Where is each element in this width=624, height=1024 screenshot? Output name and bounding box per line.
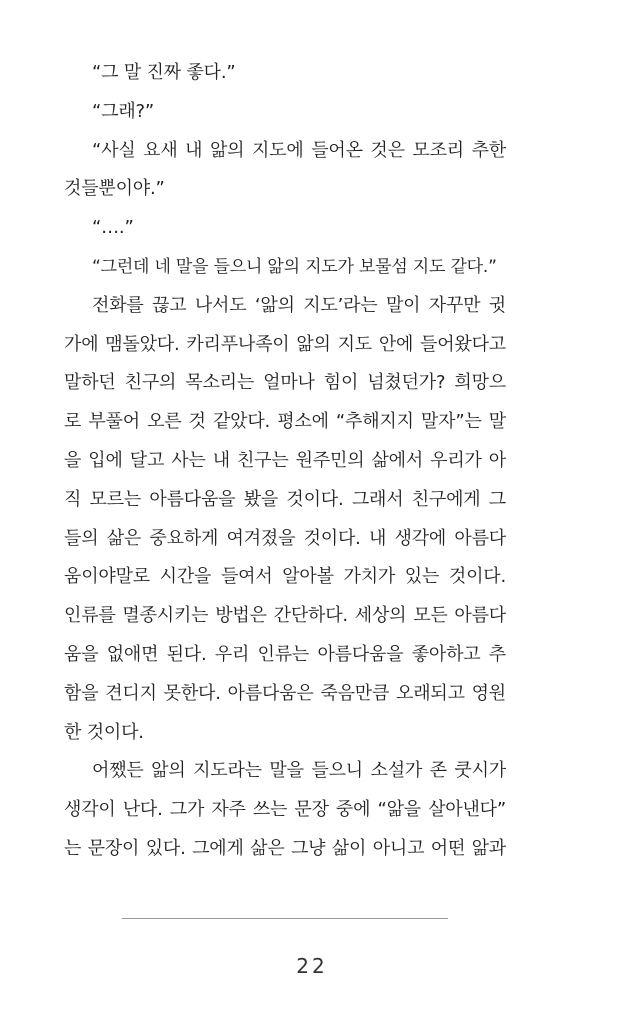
text-line: 한 것이다. [64, 721, 144, 743]
text-line: “그 말 진짜 좋다.” [92, 62, 236, 83]
text-line: “그래?” [92, 100, 154, 122]
text-line: 가에 맴돌았다. 카리푸나족이 앎의 지도 안에 들어왔다고 [64, 333, 506, 355]
text-line: 전화를 끊고 나서도 ‘앎의 지도’라는 말이 자꾸만 귓 [92, 294, 506, 316]
text-line: 로 부풀어 오른 것 같았다. 평소에 “추해지지 말자”는 말 [64, 411, 506, 433]
text-line: 말하던 친구의 목소리는 얼마나 힘이 넘쳤던가? 희망으 [64, 372, 506, 394]
text-line: 는 문장이 있다. 그에게 삶은 그냥 삶이 아니고 어떤 앎과 [64, 837, 506, 859]
text-line: “사실 요새 내 앎의 지도에 들어온 것은 모조리 추한 [92, 139, 506, 161]
text-line: 들의 삶은 중요하게 여겨졌을 것이다. 내 생각에 아름다 [64, 527, 506, 549]
text-line: “….” [92, 217, 134, 239]
footer-divider [122, 918, 448, 919]
text-line: 함을 견디지 못한다. 아름다움은 죽음만큼 오래되고 영원 [64, 682, 506, 704]
text-line: 을 입에 달고 사는 내 친구는 원주민의 삶에서 우리가 아 [64, 449, 506, 471]
text-line: 인류를 멸종시키는 방법은 간단하다. 세상의 모든 아름다 [64, 605, 506, 627]
text-line: 것들뿐이야.” [64, 178, 165, 200]
page-number: 22 [296, 954, 328, 978]
text-line: 어쨌든 앎의 지도라는 말을 들으니 소설가 존 쿳시가 [92, 760, 506, 782]
body-text [64, 54, 506, 869]
text-line: 움을 없애면 된다. 우리 인류는 아름다움을 좋아하고 추 [64, 643, 506, 665]
text-line: 생각이 난다. 그가 자주 쓰는 문장 중에 “앎을 살아낸다” [64, 799, 506, 821]
text-line: 움이야말로 시간을 들여서 알아볼 가치가 있는 것이다. [64, 566, 506, 588]
text-line: 직 모르는 아름다움을 봤을 것이다. 그래서 친구에게 그 [64, 488, 506, 510]
text-line: “그런데 네 말을 들으니 앎의 지도가 보물섬 지도 같다.” [92, 256, 497, 277]
